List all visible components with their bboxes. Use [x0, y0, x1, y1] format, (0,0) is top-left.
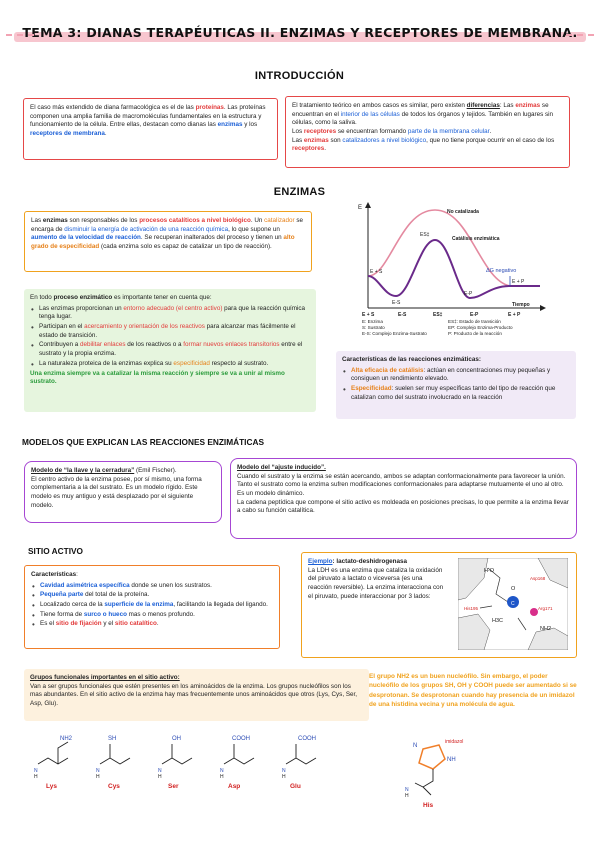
n-label: N [405, 787, 409, 793]
n-label: N [220, 768, 224, 774]
text: Van a ser grupos funcionales que estén presentes en los aminoácidos de la enzima. Los grupos nucleófilos son los mas abundantes. En el sitio activo de la enzima hay mas frecuentemente unos aminoácidos que otros (Lys, Cys, Ser, Asp, Glu). [30, 682, 358, 708]
text: y los [242, 121, 258, 129]
nh2-note: El grupo NH2 es un buen nucleófilo. Sin embargo, el poder nucleófilo de los grupos SH, OH y COOH puede ser aumentado si se desprotonan. Se desprotonan cuando hay presencia de un imidazol de una histidina vecina y una molécula de agua. [369, 673, 577, 708]
ejemplo-text-block [308, 558, 444, 601]
list-item [31, 591, 273, 600]
text: es importante tener en cuenta que: [112, 294, 212, 301]
text: Contribuyen a [39, 341, 80, 349]
seq-item: E + P [508, 312, 521, 318]
y-axis-arrow [365, 202, 371, 208]
highlight: sitio catalítico [114, 620, 157, 628]
h-label: H [220, 774, 224, 780]
aminoacid-lys [34, 736, 73, 790]
oxygen-atom [530, 608, 538, 616]
highlight: entorno adecuado (el centro activo) [123, 304, 223, 312]
highlight: proteínas [195, 104, 224, 111]
highlight: Pequeña parte [40, 591, 84, 599]
dg-label: ΔG negativo [486, 268, 517, 274]
text: Las [31, 217, 43, 224]
ho-label: H-O [484, 568, 495, 574]
aa-name: Ser [168, 783, 179, 790]
highlight: diferencias [466, 102, 500, 109]
his-n-label: N [413, 743, 418, 749]
seq-item: E-S [398, 312, 407, 318]
aa-name: Cys [108, 783, 120, 790]
text: Cuando el sustrato y la enzima se están acercando, ambos se adaptan conformacionalmente para favorecer la unión. Tanto el sustrato como la enzima sufren modificaciones conformacionales para adaptarse mutuamente el uno al otro. Es un modelo dinámico. [237, 472, 566, 498]
highlight: Ejemplo [308, 558, 333, 565]
seq-item: E-P [470, 312, 479, 318]
text: La naturaleza proteica de la enzimas explica su [39, 359, 174, 367]
h-label: H [405, 793, 409, 799]
text: son [328, 136, 343, 144]
text: La LDH es una enzima que cataliza la oxidación del piruvato a lactato o viceversa (es una reacción reversible). La enzima interacciona con el piruvato, puede interaccionar por 3 lados: [308, 566, 444, 600]
aminoacid-glu [282, 736, 316, 790]
highlight: catalizadores a nivel biológico [342, 136, 427, 144]
text: Es el [40, 620, 56, 628]
title-dash-left [6, 34, 34, 38]
legend-item: ES‡: Estado de transición [448, 319, 501, 324]
time-label: Tiempo [512, 302, 530, 308]
highlight: receptores [292, 145, 325, 153]
text: , lo que supone un [228, 225, 280, 233]
list-item [30, 305, 310, 322]
highlight: acercamiento y orientación de los reactivos [84, 323, 205, 331]
seq-item: ES‡ [433, 312, 443, 318]
enzimas-heading: ENZIMAS [273, 186, 326, 198]
text: respecto al sustrato. [209, 359, 269, 367]
h-label: H [158, 774, 162, 780]
modelos-heading: MODELOS QUE EXPLICAN LAS REACCIONES ENZIMÁTICAS [22, 437, 265, 447]
text: Localizado cerca de la [40, 601, 105, 609]
legend-item: S: Sustrato [362, 325, 385, 330]
n-label: N [34, 768, 38, 774]
intro-right-box [285, 96, 570, 168]
x-axis-arrow [540, 305, 546, 311]
list-item [31, 620, 273, 629]
text: Tiene forma de [40, 610, 84, 618]
highlight: enzimas [303, 136, 329, 144]
n-label: N [96, 768, 100, 774]
ajuste-box [230, 458, 577, 539]
grupos-title: Grupos funcionales importantes en el sitio activo: [30, 674, 180, 681]
text: (Emil Fischer). [134, 467, 177, 474]
h-label: H [282, 774, 286, 780]
proceso-list [30, 305, 310, 369]
list-item [30, 341, 310, 358]
text: para alcanzar mas fácilmente el estado de transición. [39, 323, 296, 339]
text: . [156, 620, 159, 628]
seq-item: E + S [362, 312, 375, 318]
llave-box [24, 461, 222, 523]
list-item [30, 323, 310, 340]
n-label: N [158, 768, 162, 774]
his-name: His [423, 802, 434, 809]
text: de los reactivos o a [125, 341, 184, 349]
text: de todos los órganos y tejidos. También en lugares sin células, como la saliva. [292, 110, 554, 127]
imidazol-ring [419, 745, 445, 769]
ep-end-label: E + P [512, 279, 525, 285]
highlight: Una enzima siempre va a catalizar la misma reacción y siempre se va a unir al mismo sustrato. [30, 369, 285, 386]
aminoacid-cys [96, 736, 130, 790]
highlight: procesos catalíticos a nivel biológico [139, 217, 251, 224]
h-label: H [34, 774, 38, 780]
sequence-row [362, 312, 521, 318]
h3c-label: H3C [492, 618, 504, 624]
aa-name: Lys [46, 783, 57, 790]
enzimas-definition-box [24, 211, 312, 272]
highlight: superficie de la enzima [104, 601, 174, 609]
aa-name: Glu [290, 783, 301, 790]
highlight: enzimas [515, 102, 541, 109]
highlight: parte de la membrana celular [407, 128, 490, 136]
sitio-title: Características [31, 571, 77, 578]
group-label: SH [108, 736, 117, 742]
caracteristicas-title: Características de las reacciones enzimáticas: [342, 356, 481, 363]
list-item [342, 385, 570, 402]
histidine-diagram [395, 733, 485, 809]
text: (cada enzima solo es capaz de catalizar un tipo de reacción). [99, 243, 272, 251]
sitio-caracteristicas-box: Características: • Cavidad asimétrica específica donde se unen los sustratos. • Pequeña parte del total de la proteína. • Localizado cerca de la superficie de la enzima, facilitando la llegada del ligando. • Tiene forma de surco o hueco mas o menos profundo. • Es el sitio de fijación y el sitio catalítico. [24, 565, 280, 649]
page-title-block [14, 24, 586, 46]
y-axis-label: E [358, 205, 363, 211]
sitio-list [31, 582, 273, 629]
text: . Un [250, 217, 265, 224]
text: entre el sustrato y la propia enzima. [39, 341, 303, 358]
uncatalyzed-label: No catalizada [447, 209, 479, 215]
c-label: C [511, 601, 515, 607]
transition-label: ES‡ [420, 232, 430, 238]
intro-heading: INTRODUCCIÓN [254, 70, 345, 82]
highlight: sitio de fijación [55, 620, 102, 628]
list-item [31, 582, 273, 591]
text: Participan en el [39, 323, 85, 331]
highlight: catalizador [264, 217, 295, 224]
aa-name: Asp [228, 783, 241, 790]
text: donde se unen los sustratos. [129, 581, 212, 589]
text: para que la reacción química tenga lugar. [39, 304, 306, 321]
text: , facilitando la llegada del ligando. [173, 601, 268, 609]
text: Las enzimas proporcionan un [39, 304, 124, 312]
his-nh-label: NH [447, 757, 456, 763]
h-label: H [96, 774, 100, 780]
text: y el [101, 620, 115, 628]
asp-label: Asp168 [530, 576, 546, 581]
his-label: His195 [464, 606, 479, 611]
text: . [104, 130, 107, 138]
text: . [489, 128, 492, 136]
text: Las [292, 136, 304, 144]
legend-item: E: Enzima [362, 319, 383, 324]
arg-label: Arg171 [538, 606, 553, 611]
text: mas o menos profundo. [126, 610, 195, 618]
caracteristicas-box [336, 351, 576, 419]
text: . Las proteínas componen una amplia familia de macromoléculas fundamentales en la estructura y funcionamiento de la célula. Entre ellas, destacan como dianas las [30, 104, 266, 129]
text: Los [292, 128, 304, 136]
highlight: receptores de membrana [30, 130, 105, 138]
o-label: O [511, 586, 516, 592]
aminoacids-diagram [28, 730, 348, 790]
es-start-label: E + S [370, 269, 383, 275]
highlight: formar nuevos enlaces transitorios [183, 341, 280, 349]
group-label: COOH [232, 736, 250, 742]
ajuste-title: Modelo del “ajuste inducido”. [237, 464, 326, 471]
text: del total de la proteína. [83, 591, 150, 599]
uncatalyzed-curve [368, 210, 540, 286]
highlight: especificidad [173, 359, 210, 367]
highlight: aumento de la velocidad de reacción [31, 234, 141, 242]
text: : suelen ser muy específicas tanto del tipo de reacción que catalizan como del sustrato involucrado en la reacción [351, 385, 556, 401]
graph-legend [362, 319, 513, 336]
highlight: interior de las células [340, 110, 400, 118]
imidazol-label: imidazol [445, 739, 464, 745]
proceso-enzimatico-box [24, 289, 316, 412]
text: , que no tiene porque ocurrir en el caso de los [426, 136, 555, 144]
text: son responsables de los [67, 217, 140, 224]
text: El caso más extendido de diana farmacológica es el de las [30, 104, 196, 111]
highlight: alto grado de especificidad [31, 234, 295, 251]
text: : Las [499, 102, 516, 109]
text: se encuentran en el [292, 102, 549, 118]
list-item [30, 360, 310, 369]
text: . Se recuperan inalterados del proceso y tienen un [140, 234, 284, 242]
his-backbone [415, 769, 433, 795]
group-label: NH2 [60, 736, 73, 742]
highlight: Cavidad asimétrica específica [40, 581, 130, 589]
text: se encarga de [31, 217, 303, 233]
title-dash-right [566, 34, 594, 38]
intro-left-box [23, 98, 278, 160]
aminoacid-asp [220, 736, 254, 790]
list-item [342, 367, 570, 384]
catalysis-label: Catálisis enzimática [452, 236, 500, 242]
list-item [31, 601, 273, 610]
highlight: surco o hueco [83, 610, 127, 618]
text: se encuentran formando [336, 128, 408, 136]
highlight: proceso enzimático [53, 294, 113, 301]
text: El tratamiento teórico en ambos casos es similar, pero existen [292, 102, 467, 109]
highlight: disminuir la energía de activación de una reacción química [64, 225, 229, 233]
text: La cadena peptídica que compone el sitio activo es moldeada en posiciones precisas, lo que permite a la enzima llevar a cabo su función catalítica. [237, 498, 569, 515]
legend-item: P: Producto de la reacción [448, 331, 502, 336]
sitio-heading: SITIO ACTIVO [28, 546, 84, 556]
highlight: Alta eficacia de catálisis [351, 366, 424, 374]
caracteristicas-list [342, 367, 570, 403]
legend-item: EP: Complejo Enzima-Producto [448, 325, 513, 330]
highlight: enzimas [217, 121, 243, 129]
text: En todo [30, 294, 54, 301]
es-complex-label: E-S [392, 300, 401, 306]
text: : lactato-deshidrogenasa [332, 558, 408, 565]
legend-item: E-S: Complejo Enzima-Sustrato [362, 331, 427, 336]
ep-complex-label: E-P [464, 291, 473, 297]
ldh-diagram [458, 558, 568, 650]
energy-diagram [340, 200, 580, 340]
list-item [31, 611, 273, 620]
nh2-label: NH2 [540, 626, 552, 632]
text: . [324, 145, 326, 153]
group-label: OH [172, 736, 181, 742]
n-label: N [282, 768, 286, 774]
highlight: debilitar enlaces [79, 341, 126, 349]
text: : actúan en concentraciones muy pequeñas y consiguen un rendimiento elevado. [351, 366, 551, 383]
group-label: COOH [298, 736, 316, 742]
highlight: enzimas [42, 217, 68, 224]
highlight: Especificidad [351, 385, 392, 393]
text: El centro activo de la enzima posee, por sí mismo, una forma complementaria a la del sustrato. Es un modelo rígido. Este modelo es muy antiguo y está desplazado por el siguiente modelo. [31, 475, 202, 509]
aminoacid-ser [158, 736, 192, 790]
page-title: TEMA 3: DIANAS TERAPÉUTICAS II. ENZIMAS Y RECEPTORES DE MEMBRANA. [22, 25, 578, 40]
highlight: receptores [303, 128, 337, 136]
grupos-box [24, 669, 369, 721]
llave-title: Modelo de “la llave y la cerradura” [31, 467, 135, 474]
